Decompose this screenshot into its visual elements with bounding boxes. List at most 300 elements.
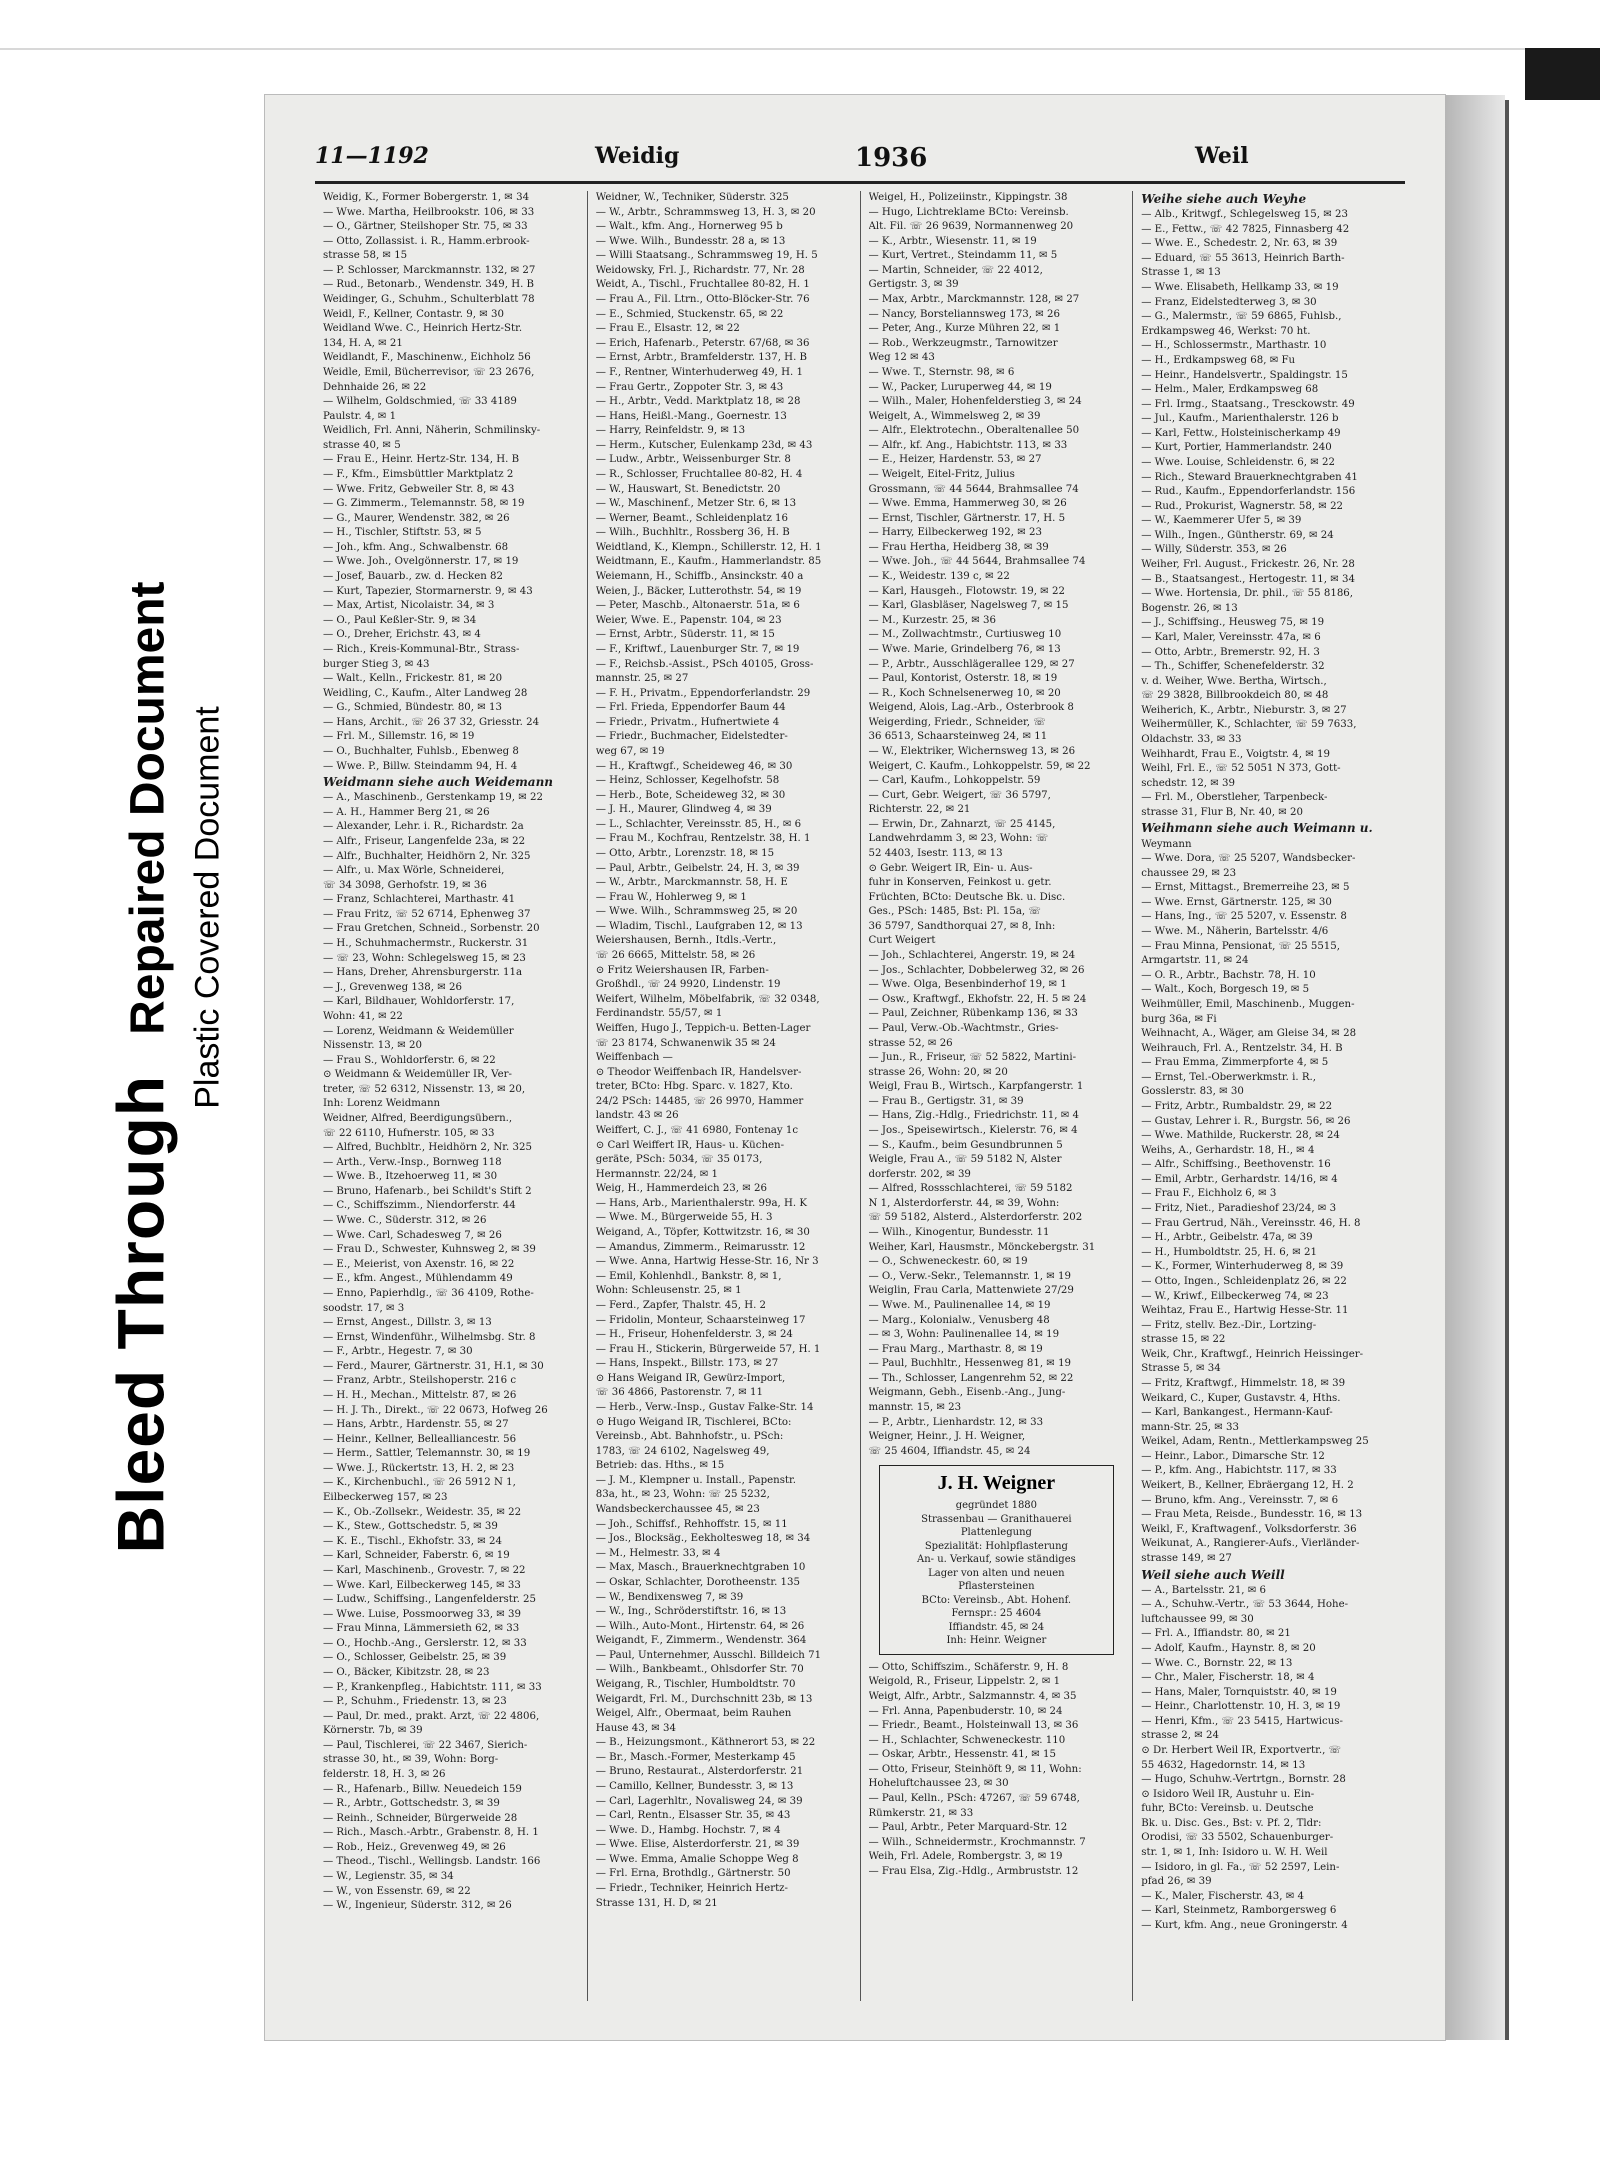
directory-entry: — Frl. M., Oberstleher, Tarpenbeck- <box>1141 792 1328 804</box>
directory-entry: — Frau W., Hohlerweg 9, ✉ 1 <box>595 891 747 903</box>
directory-entry: — Adolf, Kaufm., Haynstr. 8, ✉ 20 <box>1141 1642 1316 1654</box>
directory-entry: chaussee 29, ✉ 23 <box>1141 867 1237 879</box>
directory-columns <box>315 191 1405 2001</box>
directory-entry: — Frau Marg., Marthastr. 8, ✉ 19 <box>868 1343 1043 1355</box>
advertisement-line: BCto: Vereinsb., Abt. Hohenf. <box>921 1594 1072 1606</box>
directory-entry: ⊙ Gebr. Weigert IR, Ein- u. Aus- <box>868 862 1033 874</box>
directory-entry: — Rud., Betonarb., Wendenstr. 349, H. B <box>323 279 535 291</box>
directory-entry: Landwehrdamm 3, ✉ 23, Wohn: ☏ <box>868 833 1049 845</box>
directory-entry: — Frau Emma, Zimmerpforte 4, ✉ 5 <box>1141 1057 1329 1069</box>
directory-entry: — Bruno, Restaurat., Alsterdorferstr. 21 <box>595 1766 804 1778</box>
directory-entry: — Wwe. Elise, Alsterdorferstr. 21, ✉ 39 <box>595 1839 800 1851</box>
directory-entry: Weifert, Wilhelm, Möbelfabrik, ☏ 32 0348, <box>595 993 820 1005</box>
directory-entry: — Ferd., Maurer, Gärtnerstr. 31, H.1, ✉ 30 <box>323 1360 544 1372</box>
directory-entry: Curt Weigert <box>868 935 936 947</box>
directory-entry: Weigert, C. Kaufm., Lohkoppelstr. 59, ✉ 22 <box>868 760 1091 772</box>
directory-entry: strasse 52, ✉ 26 <box>868 1037 953 1049</box>
directory-entry: schedstr. 12, ✉ 39 <box>1141 777 1236 789</box>
scan-dark-corner <box>1525 48 1600 100</box>
directory-entry: — W., Kriwf., Eilbeckerweg 74, ✉ 23 <box>1141 1290 1329 1302</box>
advertisement-line: Fernspr.: 25 4604 <box>951 1608 1042 1620</box>
directory-entry: — Wwe. M., Bürgerweide 55, H. 3 <box>595 1212 773 1224</box>
directory-entry: Dehnhaide 26, ✉ 22 <box>323 381 427 393</box>
directory-entry: Strasse 131, H. D, ✉ 21 <box>595 1897 718 1909</box>
directory-entry: — Heinr., Kellner, Bellealliancestr. 56 <box>323 1433 517 1445</box>
directory-entry: ⊙ Carl Weiffert IR, Haus- u. Küchen- <box>595 1139 785 1151</box>
directory-entry: Weymann <box>1141 838 1192 850</box>
directory-entry: Inh: Lorenz Weidmann <box>323 1098 441 1110</box>
directory-entry: — Frl. M., Sillemstr. 16, ✉ 19 <box>323 731 475 743</box>
directory-entry: ☏ 26 6665, Mittelstr. 58, ✉ 26 <box>595 950 756 962</box>
directory-entry: Paulstr. 4, ✉ 1 <box>323 410 397 422</box>
directory-entry: Hermannstr. 22/24, ✉ 1 <box>595 1168 719 1180</box>
directory-entry: — Harry, Eilbeckerweg 192, ✉ 23 <box>868 527 1042 539</box>
directory-entry: — Rud., Prokurist, Wagnerstr. 58, ✉ 22 <box>1141 500 1344 512</box>
directory-entry: — O., Gärtner, Steilshoper Str. 75, ✉ 33 <box>323 221 528 233</box>
directory-entry: — Max, Masch., Brauerknechtgraben 10 <box>595 1562 806 1574</box>
directory-entry: — H., Schlachter, Schweneckestr. 110 <box>868 1734 1066 1746</box>
directory-entry: — E., kfm. Angest., Mühlendamm 49 <box>323 1273 513 1285</box>
directory-entry: — R., Schlosser, Fruchtallee 80-82, H. 4 <box>595 468 803 480</box>
directory-entry: — Friedr., Buchmacher, Eidelstedter- <box>595 731 788 743</box>
directory-entry: Weigt, Alfr., Arbtr., Salzmannstr. 4, ✉ 35 <box>868 1690 1077 1702</box>
directory-entry: — Heinz, Schlosser, Kegelhofstr. 58 <box>595 775 780 787</box>
directory-entry: — Alb., Kritwgf., Schlegelsweg 15, ✉ 23 <box>1141 209 1348 221</box>
directory-entry: — R., Arbtr., Gottschedstr. 3, ✉ 39 <box>323 1798 500 1810</box>
directory-entry: Weikl, F., Kraftwagenf., Volksdorferstr. 36 <box>1141 1523 1357 1535</box>
advertisement-line: Iffiandstr. 45, ✉ 24 <box>948 1621 1045 1633</box>
directory-entry: Weiffen, Hugo J., Teppich-u. Betten-Lager <box>595 1022 811 1034</box>
directory-entry: dorferstr. 202, ✉ 39 <box>868 1168 971 1180</box>
directory-entry: — Paul, Buchhltr., Hessenweg 81, ✉ 19 <box>868 1358 1072 1370</box>
directory-entry: — Hans, Arbtr., Hardenstr. 55, ✉ 27 <box>323 1419 509 1431</box>
directory-entry: — Wwe. T., Sternstr. 98, ✉ 6 <box>868 366 1015 378</box>
directory-entry: — R., Hafenarb., Billw. Neuedeich 159 <box>323 1783 522 1795</box>
directory-entry: — Franz, Schlachterei, Marthastr. 41 <box>323 894 516 906</box>
directory-entry: — Alfr., kf. Ang., Habichtstr. 113, ✉ 33 <box>868 439 1068 451</box>
directory-entry: landstr. 43 ✉ 26 <box>595 1110 679 1122</box>
directory-entry: — Wwe. Louise, Schleidenstr. 6, ✉ 22 <box>1141 456 1335 468</box>
directory-entry: Weidt, A., Tischl., Fruchtallee 80-82, H. 1 <box>595 279 810 291</box>
advertisement-title: J. H. Weigner <box>937 1472 1056 1495</box>
directory-entry: strasse 149, ✉ 27 <box>1141 1552 1232 1564</box>
directory-entry: — W., Packer, Luruperweg 44, ✉ 19 <box>868 381 1052 393</box>
directory-entry: Weiglin, Frau Carla, Mattenwiete 27/29 <box>868 1285 1074 1297</box>
directory-entry: — P., Arbtr., Ausschlägerallee 129, ✉ 27 <box>868 658 1075 670</box>
directory-entry: — Wwe. J., Rückertstr. 13, H. 2, ✉ 23 <box>323 1462 515 1474</box>
directory-entry: — Rud., Kaufm., Eppendorferlandstr. 156 <box>1141 486 1356 498</box>
directory-entry: — Wilh., Maler, Hohenfelderstieg 3, ✉ 24 <box>868 396 1082 408</box>
directory-entry: Weidling, C., Kaufm., Alter Landweg 28 <box>323 687 528 699</box>
directory-entry: Weidowsky, Frl. J., Richardstr. 77, Nr. 28 <box>595 264 805 276</box>
directory-entry: — Helm., Maler, Erdkampsweg 68 <box>1141 384 1319 396</box>
directory-entry: — Hans, Inspekt., Billstr. 173, ✉ 27 <box>595 1358 779 1370</box>
directory-entry: — W., Hauswart, St. Benedictstr. 20 <box>595 483 781 495</box>
directory-entry: Weiffert, C. J., ☏ 41 6980, Fontenay 1c <box>595 1125 799 1136</box>
directory-entry: ☏ 23 8174, Schwanenwik 35 ✉ 24 <box>595 1037 776 1049</box>
directory-entry: — Wwe. E., Schedestr. 2, Nr. 63, ✉ 39 <box>1141 238 1338 250</box>
directory-entry: — Alfr., Schiffsing., Beethovenstr. 16 <box>1141 1159 1331 1171</box>
header-rule <box>315 181 1405 184</box>
directory-entry: strasse 58, ✉ 15 <box>323 250 408 262</box>
directory-entry: — Hans, Arb., Marienthalerstr. 99a, H. K <box>595 1197 808 1209</box>
directory-entry: — ☏ 23, Wohn: Schlegelsweg 15, ✉ 23 <box>323 952 526 964</box>
directory-entry: Weikunat, A., Rangierer-Aufs., Vierländer- <box>1141 1538 1360 1550</box>
directory-entry: Weihnacht, A., Wäger, am Gleise 34, ✉ 28 <box>1141 1028 1357 1040</box>
directory-entry: — Fritz, stellv. Bez.-Dir., Lortzing- <box>1141 1319 1317 1331</box>
page-number: 11—1192 <box>315 143 429 169</box>
directory-entry: — H., Humboldtstr. 25, H. 6, ✉ 21 <box>1141 1246 1317 1258</box>
directory-entry: — O., Verw.-Sekr., Telemannstr. 1, ✉ 19 <box>868 1270 1071 1282</box>
directory-entry: — Karl, Fettw., Holsteinischerkamp 49 <box>1141 427 1341 439</box>
directory-entry: Weidl, F., Kellner, Contastr. 9, ✉ 30 <box>323 308 504 320</box>
directory-entry: — Max, Arbtr., Marckmannstr. 128, ✉ 27 <box>868 294 1080 306</box>
directory-entry: Wohn: Schleusenstr. 25, ✉ 1 <box>595 1285 742 1297</box>
directory-entry: Weihl, Frl. E., ☏ 52 5051 N 373, Gott- <box>1141 763 1341 775</box>
directory-entry: — G., Maurer, Wendenstr. 382, ✉ 26 <box>323 512 510 524</box>
directory-entry: — Franz, Arbtr., Steilshoperstr. 216 c <box>323 1375 517 1387</box>
directory-entry: — Paul, Unternehmer, Ausschl. Billdeich 71 <box>595 1649 822 1661</box>
directory-entry: — Karl, Maschinenb., Grovestr. 7, ✉ 22 <box>323 1564 526 1576</box>
advertisement-line: Inh: Heinr. Weigner <box>946 1635 1047 1647</box>
directory-entry: — Wwe. Wilh., Schrammsweg 25, ✉ 20 <box>595 906 798 918</box>
bleed-through-label: Bleed Through <box>103 1074 178 1554</box>
directory-entry: — Ernst, Windenführ., Wilhelmsbg. Str. 8 <box>323 1331 536 1343</box>
directory-entry: — Frau M., Kochfrau, Rentzelstr. 38, H. 1 <box>595 833 811 845</box>
page-edge-line <box>1505 100 1509 2040</box>
directory-entry: — O., Schweneckestr. 60, ✉ 19 <box>868 1256 1028 1268</box>
directory-entry: — ✉ 3, Wohn: Paulinenallee 14, ✉ 19 <box>868 1329 1060 1341</box>
directory-entry: mann-Str. 25, ✉ 33 <box>1141 1421 1240 1433</box>
directory-entry: — K., Weidestr. 139 c, ✉ 22 <box>868 571 1010 583</box>
directory-entry: — A. H., Hammer Berg 21, ✉ 26 <box>323 806 490 818</box>
directory-entry: — F., Kriftwf., Lauenburger Str. 7, ✉ 19 <box>595 643 800 655</box>
directory-entry: — Willy, Süderstr. 353, ✉ 26 <box>1141 544 1287 556</box>
directory-entry: Weikel, Adam, Rentn., Mettlerkampsweg 25 <box>1141 1436 1369 1448</box>
directory-entry: — Wwe. Anna, Hartwig Hesse-Str. 16, Nr 3 <box>595 1256 819 1268</box>
directory-entry: — Wwe. C., Bornstr. 22, ✉ 13 <box>1141 1657 1293 1669</box>
directory-entry: Weiherich, K., Arbtr., Nieburstr. 3, ✉ 27 <box>1141 704 1347 716</box>
directory-entry: — Hans, Zig.-Hdlg., Friedrichstr. 11, ✉ 4 <box>868 1110 1079 1122</box>
directory-entry: — Wwe. Luise, Possmoorweg 33, ✉ 39 <box>323 1608 521 1620</box>
directory-entry: — Wwe. Dora, ☏ 25 5207, Wandsbecker- <box>1141 853 1356 865</box>
directory-entry: — Camillo, Kellner, Bundesstr. 3, ✉ 13 <box>595 1781 794 1793</box>
directory-entry: 24/2 PSch: 14485, ☏ 26 9970, Hammer <box>595 1095 804 1107</box>
directory-entry: — Otto, Ingen., Schleidenplatz 26, ✉ 22 <box>1141 1275 1347 1287</box>
directory-entry: ⊙ Hugo Weigand IR, Tischlerei, BCto: <box>595 1416 792 1428</box>
directory-entry: — Karl, Bankangest., Hermann-Kauf- <box>1141 1407 1333 1419</box>
header-first-name: Weidig <box>595 143 680 169</box>
directory-entry: — Enno, Papierhdlg., ☏ 36 4109, Rothe- <box>323 1287 534 1299</box>
directory-entry: 55 4632, Hagedornstr. 14, ✉ 13 <box>1141 1759 1306 1771</box>
directory-entry: — O., Dreher, Erichstr. 43, ✉ 4 <box>323 629 481 641</box>
header-last-name: Weil <box>1195 143 1249 169</box>
condition-label-strip <box>70 95 260 2040</box>
directory-entry: — Hans, Archit., ☏ 26 37 32, Griesstr. 24 <box>323 716 540 728</box>
directory-entry: — Paul, Dr. med., prakt. Arzt, ☏ 22 4806, <box>323 1710 540 1722</box>
directory-entry: ⊙ Hans Weigand IR, Gewürz-Import, <box>595 1372 786 1384</box>
directory-entry: — Wwe. Elisabeth, Hellkamp 33, ✉ 19 <box>1141 282 1339 294</box>
directory-entry: Weidner, W., Techniker, Süderstr. 325 <box>595 192 789 203</box>
directory-entry: — Hugo, Schuhw.-Vertrtgn., Bornstr. 28 <box>1141 1774 1346 1786</box>
directory-entry: Weiershausen, Bernh., Itdls.-Vertr., <box>595 935 777 947</box>
directory-entry: — H., Friseur, Hohenfelderstr. 3, ✉ 24 <box>595 1329 793 1341</box>
directory-entry: — Ernst, Arbtr., Süderstr. 11, ✉ 15 <box>595 629 775 641</box>
directory-entry: — Karl, Steinmetz, Ramborgersweg 6 <box>1141 1905 1337 1917</box>
directory-entry: Strasse 5, ✉ 34 <box>1141 1363 1221 1375</box>
directory-entry: ☏ 22 6110, Hufnerstr. 105, ✉ 33 <box>323 1127 495 1139</box>
directory-entry: — P., Schuhm., Friedenstr. 13, ✉ 23 <box>323 1696 507 1708</box>
directory-entry: — W., von Essenstr. 69, ✉ 22 <box>323 1885 471 1897</box>
directory-entry: Ferdinandstr. 55/57, ✉ 1 <box>595 1008 723 1020</box>
directory-entry: — J., Schiffsing., Heusweg 75, ✉ 19 <box>1141 617 1325 629</box>
directory-entry: — Frl. Frieda, Eppendorfer Baum 44 <box>595 702 786 714</box>
directory-entry: — Joh., Schiffsf., Rehhoffstr. 15, ✉ 11 <box>595 1518 788 1530</box>
directory-entry: — Ferd., Zapfer, Thalstr. 45, H. 2 <box>595 1299 767 1311</box>
directory-entry: pfad 26, ✉ 39 <box>1141 1876 1212 1888</box>
directory-entry: — Nancy, Borsteliannsweg 173, ✉ 26 <box>868 308 1061 320</box>
directory-entry: — Friedr., Beamt., Holsteinwall 13, ✉ 36 <box>868 1720 1079 1732</box>
advertisement-line: Pflastersteinen <box>958 1581 1035 1593</box>
directory-entry: Weihmüller, Emil, Maschinenb., Muggen- <box>1141 998 1355 1010</box>
directory-entry: 36 5797, Sandthorquai 27, ✉ 8, Inh: <box>868 920 1056 932</box>
directory-entry: — Werner, Beamt., Schleidenplatz 16 <box>595 512 789 524</box>
directory-entry: — F. H., Privatm., Eppendorferlandstr. 29 <box>595 687 811 699</box>
directory-entry: — Wilhelm, Goldschmied, ☏ 33 4189 <box>323 396 517 408</box>
directory-entry: — Rob., Heiz., Grevenweg 49, ✉ 26 <box>323 1841 506 1853</box>
directory-entry: Großhdl., ☏ 24 9920, Lindenstr. 19 <box>595 979 781 991</box>
directory-entry: Früchten, BCto: Deutsche Bk. u. Disc. <box>868 891 1066 903</box>
directory-entry: — H., Erdkampsweg 68, ✉ Fu <box>1141 354 1296 366</box>
directory-column <box>315 191 588 2001</box>
directory-entry: Weigend, Alois, Lag.-Arb., Osterbrook 8 <box>868 702 1074 714</box>
directory-entry: Weien, J., Bäcker, Lutterothstr. 54, ✉ 19 <box>595 585 802 597</box>
directory-entry: — Wwe. Martha, Heilbrookstr. 106, ✉ 33 <box>323 206 535 218</box>
advertisement-line: Lager von alten und neuen <box>928 1567 1065 1579</box>
directory-page <box>265 95 1445 2040</box>
directory-entry: — Eduard, ☏ 55 3613, Heinrich Barth- <box>1141 252 1345 264</box>
directory-entry: — Rob., Werkzeugmstr., Tarnowitzer <box>868 337 1058 349</box>
directory-entry: — Fridolin, Monteur, Schaarsteinweg 17 <box>595 1314 806 1326</box>
condition-labels <box>103 581 228 1553</box>
directory-entry: 1783, ☏ 24 6102, Nagelsweg 49, <box>595 1445 770 1457</box>
page-edge-shadow <box>1445 95 1505 2040</box>
directory-entry: — H., Arbtr., Geibelstr. 47a, ✉ 39 <box>1141 1232 1313 1244</box>
directory-entry: luftchaussee 99, ✉ 30 <box>1141 1613 1254 1625</box>
directory-entry: — Hans, Maler, Tornquiststr. 40, ✉ 19 <box>1141 1686 1337 1698</box>
directory-entry: — K., Kirchenbuchl., ☏ 26 5912 N 1, <box>323 1477 516 1489</box>
directory-entry: strasse 31, Flur B, Nr. 40, ✉ 20 <box>1141 806 1303 818</box>
directory-entry: — Frau Gertr., Zoppoter Str. 3, ✉ 43 <box>595 381 784 393</box>
directory-entry: — Rich., Kreis-Kommunal-Btr., Strass- <box>323 643 520 655</box>
directory-entry: Wohn: 41, ✉ 22 <box>323 1010 403 1022</box>
directory-entry: — W., Kaemmerer Ufer 5, ✉ 39 <box>1141 515 1302 527</box>
directory-entry: — A., Maschinenb., Gerstenkamp 19, ✉ 22 <box>323 792 543 804</box>
directory-entry: — H. H., Mechan., Mittelstr. 87, ✉ 26 <box>323 1389 517 1401</box>
directory-entry: ☏ 59 5182, Alsterd., Alsterdorferstr. 202 <box>868 1212 1083 1224</box>
directory-entry: — P., kfm. Ang., Habichtstr. 117, ✉ 33 <box>1141 1465 1337 1477</box>
directory-entry: — Wwe. M., Näherin, Bartelsstr. 4/6 <box>1141 926 1329 938</box>
directory-entry: v. d. Weiher, Wwe. Bertha, Wirtsch., <box>1141 675 1327 687</box>
scan-edge <box>0 48 1600 50</box>
page-header <box>315 143 1395 173</box>
directory-entry: — K., Stew., Gottschedstr. 5, ✉ 39 <box>323 1521 498 1533</box>
directory-entry: ⊙ Theodor Weiffenbach IR, Handelsver- <box>595 1066 802 1078</box>
directory-entry: Weig, H., Hammerdeich 23, ✉ 26 <box>595 1183 767 1195</box>
directory-entry: — Karl, Hausgeh., Flotowstr. 19, ✉ 22 <box>868 585 1065 597</box>
directory-entry: Weihs, A., Gerhardstr. 18, H., ✉ 4 <box>1141 1144 1315 1156</box>
directory-entry: — Wwe. Joh., ☏ 44 5644, Brahmsallee 74 <box>868 556 1086 568</box>
directory-entry: — Kurt, Portier, Hammerlandstr. 240 <box>1141 442 1332 454</box>
directory-entry: — Wwe. Olga, Besenbinderhof 19, ✉ 1 <box>868 979 1067 991</box>
directory-entry: — Hugo, Lichtreklame BCto: Vereinsb. <box>868 206 1069 218</box>
directory-entry: strasse 15, ✉ 22 <box>1141 1334 1226 1346</box>
directory-entry: ☏ 25 4604, Iffiandstr. 45, ✉ 24 <box>868 1445 1031 1457</box>
directory-entry: Weigner, Heinr., J. H. Weigner, <box>868 1431 1026 1443</box>
directory-entry: — Wwe. Hortensia, Dr. phil., ☏ 55 8186, <box>1141 588 1354 600</box>
directory-entry: Ges., PSch: 1485, Bst: Pl. 15a, ☏ <box>868 906 1042 918</box>
directory-entry: — Frl. Anna, Papenbuderstr. 10, ✉ 24 <box>868 1705 1063 1717</box>
directory-entry: — S., Kaufm., beim Gesundbrunnen 5 <box>868 1139 1063 1151</box>
directory-entry: 36 6513, Schaarsteinweg 24, ✉ 11 <box>868 731 1048 743</box>
directory-entry: — H., Kraftwgf., Scheideweg 46, ✉ 30 <box>595 760 793 772</box>
directory-entry: — Jos., Speisewirtsch., Kielerstr. 76, ✉ 4 <box>868 1125 1078 1136</box>
directory-entry: Weihe siehe auch Weyhe <box>1141 192 1307 206</box>
directory-entry: — F., Arbtr., Hegestr. 7, ✉ 30 <box>323 1346 473 1358</box>
directory-entry: — Paul, Kontorist, Osterstr. 18, ✉ 19 <box>868 673 1058 685</box>
directory-entry: — Paul, Arbtr., Peter Marquard-Str. 12 <box>868 1822 1068 1834</box>
directory-entry: — Friedr., Techniker, Heinrich Hertz- <box>595 1883 788 1895</box>
directory-entry: Weiemann, H., Schiffb., Ansinckstr. 40 a <box>595 571 804 583</box>
directory-entry: — Otto, Schiffszim., Schäferstr. 9, H. 8 <box>868 1661 1069 1673</box>
directory-entry: — Frau Fritz, ☏ 52 6714, Ephenweg 37 <box>323 908 531 920</box>
directory-entry: — Alexander, Lehr. i. R., Richardstr. 2a <box>323 821 524 833</box>
directory-entry: — P. Schlosser, Marckmannstr. 132, ✉ 27 <box>323 264 536 276</box>
directory-entry: — W., Elektriker, Wichernsweg 13, ✉ 26 <box>868 745 1076 757</box>
directory-entry: — K. E., Tischl., Ekhofstr. 33, ✉ 24 <box>323 1535 502 1547</box>
directory-entry: — Walt., kfm. Ang., Hornerweg 95 b <box>595 221 783 233</box>
directory-entry: — Reinh., Schneider, Bürgerweide 28 <box>323 1812 518 1824</box>
directory-entry: — W., Arbtr., Marckmannstr. 58, H. E <box>595 877 788 889</box>
directory-entry: — M., Zollwachtmstr., Curtiusweg 10 <box>868 629 1062 641</box>
directory-entry: — O. R., Arbtr., Bachstr. 78, H. 10 <box>1141 969 1316 981</box>
directory-column <box>1133 191 1405 2001</box>
directory-entry: Hoheluftchaussee 23, ✉ 30 <box>868 1778 1009 1790</box>
directory-entry: — Th., Schlosser, Langenrehm 52, ✉ 22 <box>868 1372 1074 1384</box>
directory-entry: Weiffenbach — <box>595 1052 673 1064</box>
directory-entry: — Alfred, Buchbltr., Heidhörn 2, Nr. 325 <box>323 1142 532 1154</box>
directory-entry: — Carl, Lagerhltr., Novalisweg 24, ✉ 39 <box>595 1795 803 1807</box>
directory-entry: Weidig, K., Former Bobergerstr. 1, ✉ 34 <box>323 192 530 203</box>
directory-entry: — Heinr., Charlottenstr. 10, H. 3, ✉ 19 <box>1141 1701 1341 1713</box>
directory-entry: — Erich, Hafenarb., Peterstr. 67/68, ✉ 36 <box>595 337 810 349</box>
directory-entry: Richterstr. 22, ✉ 21 <box>868 804 971 816</box>
directory-entry: treter, BCto: Hbg. Sparc. v. 1827, Kto. <box>595 1081 793 1093</box>
directory-entry: ⊙ Fritz Weiershausen IR, Farben- <box>595 964 769 976</box>
directory-entry: Weiher, Karl, Hausmstr., Mönckebergstr. 31 <box>868 1241 1096 1253</box>
directory-entry: Weg 12 ✉ 43 <box>868 352 935 364</box>
directory-entry: Weidland Wwe. C., Heinrich Hertz-Str. <box>323 323 523 335</box>
directory-entry: Körnerstr. 7b, ✉ 39 <box>323 1725 423 1737</box>
directory-entry: Weikert, B., Kellner, Ebräergang 12, H. 2 <box>1141 1480 1354 1492</box>
directory-entry: — Frl. Erna, Brothdlg., Gärtnerstr. 50 <box>595 1868 791 1880</box>
directory-entry: — O., Hochb.-Ang., Gerslerstr. 12, ✉ 33 <box>323 1637 527 1649</box>
directory-entry: Weidinger, G., Schuhm., Schulterblatt 78 <box>323 294 535 306</box>
directory-entry: — H., Schlossermstr., Marthastr. 10 <box>1141 340 1327 352</box>
directory-entry: — Paul, Kelln., PSch: 47267, ☏ 59 6748, <box>868 1793 1080 1804</box>
directory-entry: Weigand, A., Töpfer, Kottwitzstr. 16, ✉ 30 <box>595 1227 810 1239</box>
directory-entry: — Wilh., Bankbeamt., Ohlsdorfer Str. 70 <box>595 1664 804 1676</box>
directory-entry: — Otto, Arbtr., Bremerstr. 92, H. 3 <box>1141 646 1320 658</box>
advertisement-line: Strassenbau — Granithauerei <box>921 1513 1072 1525</box>
directory-entry: — Ernst, Angest., Dillstr. 3, ✉ 13 <box>323 1317 492 1329</box>
directory-entry: — K., Arbtr., Wiesenstr. 11, ✉ 19 <box>868 235 1037 247</box>
directory-entry: — Gustav, Lehrer i. R., Burgstr. 56, ✉ 26 <box>1141 1115 1351 1127</box>
directory-entry: — O., Paul Keßler-Str. 9, ✉ 34 <box>323 614 477 626</box>
directory-entry: — Kurt, Vertret., Steindamm 11, ✉ 5 <box>868 250 1058 262</box>
directory-entry: — Frau E., Heinr. Hertz-Str. 134, H. B <box>323 454 520 466</box>
directory-entry: — Wwe. Emma, Amalie Schoppe Weg 8 <box>595 1853 799 1865</box>
directory-column <box>588 191 861 2001</box>
directory-entry: burg 36a, ✉ Fi <box>1141 1013 1217 1025</box>
directory-entry: — Frau Minna, Lämmersieth 62, ✉ 33 <box>323 1623 520 1635</box>
directory-entry: — Karl, Schneider, Faberstr. 6, ✉ 19 <box>323 1550 510 1562</box>
directory-entry: — Wwe. D., Hambg. Hochstr. 7, ✉ 4 <box>595 1824 781 1836</box>
directory-entry: — Alfr., Buchhalter, Heidhörn 2, Nr. 325 <box>323 850 531 862</box>
directory-entry: — Wwe. Carl, Schadesweg 7, ✉ 26 <box>323 1229 502 1241</box>
directory-entry: — Heinr., Labor., Dimarsche Str. 12 <box>1141 1450 1325 1462</box>
directory-entry: ⊙ Isidoro Weil IR, Austuhr u. Ein- <box>1141 1788 1315 1800</box>
directory-entry: — Jul., Kaufm., Marienthalerstr. 126 b <box>1141 413 1339 425</box>
directory-entry: Strasse 1, ✉ 13 <box>1141 267 1221 279</box>
directory-entry: Weigandt, F., Zimmerm., Wendenstr. 364 <box>595 1635 807 1647</box>
directory-entry: Weigold, R., Friseur, Lippelstr. 2, ✉ 1 <box>868 1676 1061 1688</box>
directory-entry: geräte, PSch: 5034, ☏ 35 0173, <box>595 1154 763 1166</box>
directory-entry: — Karl, Bildhauer, Wohldorferstr. 17, <box>323 996 515 1008</box>
directory-entry: — Wwe. Mathilde, Ruckerstr. 28, ✉ 24 <box>1141 1130 1340 1142</box>
directory-entry: — Hans, Ing., ☏ 25 5207, v. Essenstr. 8 <box>1141 911 1347 923</box>
directory-entry: — Frau Meta, Reisde., Bundesstr. 16, ✉ 13 <box>1141 1509 1363 1521</box>
directory-entry: Weigang, R., Tischler, Humboldtstr. 70 <box>595 1678 796 1690</box>
directory-entry: — Osw., Kraftwgf., Ekhofstr. 22, H. 5 ✉ 24 <box>868 993 1087 1005</box>
plastic-covered-label: Plastic Covered Document <box>188 706 227 1109</box>
directory-entry: — Kurt, Tapezier, Stormarnerstr. 9, ✉ 43 <box>323 585 533 597</box>
directory-entry: Oldachstr. 33, ✉ 33 <box>1141 733 1242 745</box>
directory-entry: — Peter, Ang., Kurze Mühren 22, ✉ 1 <box>868 323 1061 335</box>
directory-entry: — Emil, Arbtr., Gerhardstr. 14/16, ✉ 4 <box>1141 1173 1338 1185</box>
directory-entry: — O., Schlosser, Geibelstr. 25, ✉ 39 <box>323 1652 507 1664</box>
directory-entry: Weik, Chr., Kraftwgf., Heinrich Heissinger- <box>1141 1348 1364 1360</box>
directory-entry: — Jos., Blocksäg., Eekholtesweg 18, ✉ 34 <box>595 1533 811 1545</box>
directory-entry: — Isidoro, in gl. Fa., ☏ 52 2597, Lein- <box>1141 1861 1340 1873</box>
directory-entry: — Carl, Kaufm., Lohkoppelstr. 59 <box>868 775 1041 787</box>
directory-entry: — E., Fettw., ☏ 42 7825, Finnasberg 42 <box>1141 223 1350 235</box>
directory-entry: — K., Maler, Fischerstr. 43, ✉ 4 <box>1141 1890 1304 1902</box>
directory-entry: weg 67, ✉ 19 <box>595 745 665 757</box>
directory-entry: — Wwe. Joh., Ovelgönnerstr. 17, ✉ 19 <box>323 556 519 568</box>
directory-entry: 83a, ht., ✉ 23, Wohn: ☏ 25 5232, <box>595 1489 770 1501</box>
directory-entry: — Rich., Masch.-Arbtr., Grabenstr. 8, H. 1 <box>323 1827 539 1839</box>
directory-entry: — Frau B., Gertigstr. 31, ✉ 39 <box>868 1095 1024 1107</box>
directory-entry: Weigmann, Gebh., Eisenb.-Ang., Jung- <box>868 1387 1066 1399</box>
directory-entry: — Peter, Maschb., Altonaerstr. 51a, ✉ 6 <box>595 600 800 612</box>
directory-entry: — Karl, Maler, Vereinsstr. 47a, ✉ 6 <box>1141 631 1321 643</box>
directory-entry: — O., Bäcker, Kibitzstr. 28, ✉ 23 <box>323 1666 490 1678</box>
directory-entry: Gosslerstr. 83, ✉ 30 <box>1141 1086 1244 1098</box>
directory-entry: — Alfr., u. Max Wörle, Schneiderei, <box>323 865 505 877</box>
directory-entry: — Arth., Verw.-Insp., Bornweg 118 <box>323 1156 502 1168</box>
directory-entry: — W., Ingenieur, Süderstr. 312, ✉ 26 <box>323 1900 512 1912</box>
